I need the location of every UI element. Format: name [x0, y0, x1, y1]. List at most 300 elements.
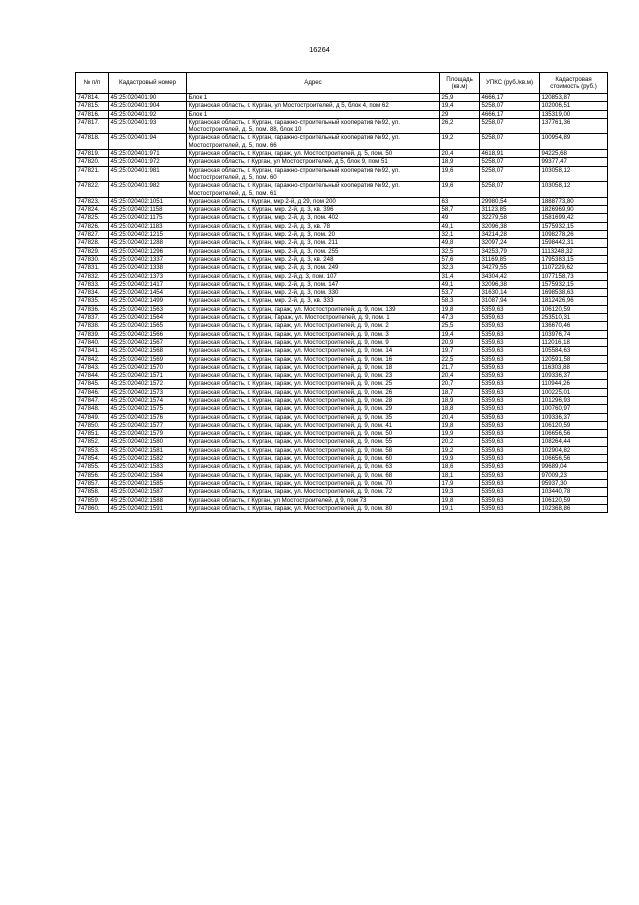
cell-cadastral-number: 45:25:020402:1584: [109, 471, 187, 479]
cell-num: 747844.: [76, 372, 109, 380]
cell-address: Курганская область, г. Курган, гараж, ул. Мостостроителей, д. 9, пом. 18: [187, 363, 440, 371]
cell-area: 47,3: [440, 314, 480, 322]
cell-upks: 32097,24: [480, 239, 540, 247]
cell-address: Курганская область, г. Курган, мкр. 2-й, д. 3, пом. 255: [187, 247, 440, 255]
cell-cadastral-number: 45:25:020402:1588: [109, 496, 187, 504]
cell-address: Курганская область, г. Курган, гараж, ул. Мостостроителей, д. 9, пом. 63: [187, 463, 440, 471]
cell-cadastral-number: 45:25:020401:971: [109, 150, 187, 158]
table-row: [76, 289, 608, 297]
cell-num: 747832.: [76, 272, 109, 280]
cell-cadastral-number: 45:25:020402:1417: [109, 280, 187, 288]
cell-num: 747839.: [76, 330, 109, 338]
cell-area: 19,2: [440, 446, 480, 454]
header-cadastral-number: Кадастровый номер: [109, 73, 187, 94]
cell-cadastral-number: 45:25:020402:1569: [109, 355, 187, 363]
cell-upks: 5359,63: [480, 372, 540, 380]
table-row: [76, 255, 608, 263]
table-row: [76, 488, 608, 496]
cell-num: 747852.: [76, 438, 109, 446]
cell-cadastral-number: 45:25:020402:1574: [109, 396, 187, 404]
page-number: 16264: [309, 45, 330, 54]
table-row: [76, 363, 608, 371]
cell-area: 58,3: [440, 297, 480, 305]
cell-area: 32,5: [440, 247, 480, 255]
cell-num: 747848.: [76, 405, 109, 413]
cell-cadastral-number: 45:25:020402:1288: [109, 239, 187, 247]
cell-address: Курганская область, г. Курган, гараж, ул. Мостостроителей, д. 9, пом. 2: [187, 322, 440, 330]
cell-upks: 5359,63: [480, 380, 540, 388]
cell-upks: 5258,07: [480, 102, 540, 110]
cell-cadastral-number: 45:25:020401:981: [109, 166, 187, 182]
cell-upks: 32096,38: [480, 222, 540, 230]
table-row: [76, 272, 608, 280]
cell-cadastral-number: 45:25:020402:1582: [109, 455, 187, 463]
cell-cadastral-cost: 94225,68: [540, 150, 608, 158]
cell-area: 49: [440, 214, 480, 222]
table-row: [76, 338, 608, 346]
table-row: [76, 496, 608, 504]
cell-address: Курганская область, г. Курган, гараж, ул. Мостостроителей, д. 9, пом. 14: [187, 347, 440, 355]
table-row: [76, 94, 608, 102]
cell-address: Курганская область, г. Курган, мкр. 2-й, д. 3, пом. 330: [187, 289, 440, 297]
cell-upks: 34279,55: [480, 264, 540, 272]
cell-num: 747819.: [76, 150, 109, 158]
cell-area: 58,7: [440, 206, 480, 214]
cell-cadastral-number: 45:25:020402:1567: [109, 338, 187, 346]
cell-upks: 31630,14: [480, 289, 540, 297]
table-row: [76, 280, 608, 288]
cell-address: Курганская область, г Курган, ул Мостостроителей, д 5, блок 9, пом 51: [187, 158, 440, 166]
cell-cadastral-cost: 120591,58: [540, 355, 608, 363]
cell-address: Курганская область, г. Курган, гараж, ул. Мостостроителей, д. 9, пом. 58: [187, 446, 440, 454]
cell-cadastral-number: 45:25:020402:1580: [109, 438, 187, 446]
cell-num: 747854.: [76, 455, 109, 463]
cell-num: 747833.: [76, 280, 109, 288]
cell-cadastral-number: 45:25:020401:92: [109, 110, 187, 118]
table-row: [76, 264, 608, 272]
cell-cadastral-cost: 106656,56: [540, 455, 608, 463]
cell-cadastral-cost: 102006,51: [540, 102, 608, 110]
table-row: [76, 463, 608, 471]
cell-cadastral-cost: 99377,47: [540, 158, 608, 166]
cell-num: 747829.: [76, 247, 109, 255]
cell-cadastral-cost: 110944,26: [540, 380, 608, 388]
cell-cadastral-number: 45:25:020402:1576: [109, 413, 187, 421]
cell-cadastral-cost: 1581699,42: [540, 214, 608, 222]
header-num: № п/п: [76, 73, 109, 94]
cell-num: 747818.: [76, 134, 109, 150]
cell-num: 747855.: [76, 463, 109, 471]
cell-upks: 5359,63: [480, 488, 540, 496]
cell-cadastral-cost: 1888773,80: [540, 197, 608, 205]
cell-num: 747838.: [76, 322, 109, 330]
cell-cadastral-cost: 1098278,26: [540, 231, 608, 239]
cell-cadastral-number: 45:25:020402:1338: [109, 264, 187, 272]
cell-cadastral-cost: 106120,59: [540, 421, 608, 429]
table-row: [76, 182, 608, 198]
cell-cadastral-cost: 105584,63: [540, 347, 608, 355]
cell-upks: 5258,07: [480, 134, 540, 150]
cell-address: Курганская область, г. Курган, гаражно-строительный кооператив №92, ул. Мостостроителей, д. 5, пом. 88, блок 10: [187, 118, 440, 134]
cell-num: 747846.: [76, 388, 109, 396]
table-row: [76, 355, 608, 363]
cell-address: Блок 1: [187, 94, 440, 102]
cadastral-value-table: [75, 72, 608, 513]
cell-cadastral-cost: 253510,31: [540, 314, 608, 322]
cell-address: Курганская область, г. Курган, мкр. 2-й, д. 3, пом. 147: [187, 280, 440, 288]
cell-upks: 4666,17: [480, 94, 540, 102]
cell-cadastral-cost: 1575932,15: [540, 222, 608, 230]
cell-upks: 32096,38: [480, 280, 540, 288]
cell-upks: 5359,63: [480, 388, 540, 396]
cell-num: 747823.: [76, 197, 109, 205]
cell-cadastral-number: 45:25:020402:1577: [109, 421, 187, 429]
table-row: [76, 421, 608, 429]
cell-num: 747851.: [76, 430, 109, 438]
table-header-row: [76, 73, 608, 94]
cell-address: Курганская область, г. Курган, гараж, ул. Мостостроителей, д. 9, пом. 3: [187, 330, 440, 338]
cell-address: Курганская область, г. Курган, мкр. 2-й, д. 3, кв. 396: [187, 206, 440, 214]
cell-address: Курганская область, г. Курган, мкр. 2-й, д. 3, кв. 78: [187, 222, 440, 230]
cell-area: 20,4: [440, 413, 480, 421]
table-row: [76, 206, 608, 214]
cell-cadastral-number: 45:25:020402:1565: [109, 322, 187, 330]
cell-cadastral-cost: 112016,18: [540, 338, 608, 346]
cell-cadastral-number: 45:25:020402:1587: [109, 488, 187, 496]
cell-area: 19,8: [440, 421, 480, 429]
cell-area: 19,2: [440, 134, 480, 150]
cell-cadastral-number: 45:25:020402:1454: [109, 289, 187, 297]
cell-cadastral-cost: 1113248,32: [540, 247, 608, 255]
cell-upks: 5359,63: [480, 396, 540, 404]
cell-cadastral-number: 45:25:020402:1175: [109, 214, 187, 222]
cell-cadastral-cost: 116303,88: [540, 363, 608, 371]
cell-num: 747830.: [76, 255, 109, 263]
cell-address: Курганская область, г. Курган, гараж, ул. Мостостроителей, д. 9, пом. 68: [187, 471, 440, 479]
cell-cadastral-number: 45:25:020401:904: [109, 102, 187, 110]
cell-cadastral-cost: 100760,97: [540, 405, 608, 413]
cell-cadastral-cost: 1107229,62: [540, 264, 608, 272]
cell-num: 747825.: [76, 214, 109, 222]
cell-cadastral-cost: 101296,93: [540, 396, 608, 404]
table-row: [76, 305, 608, 313]
table-row: [76, 222, 608, 230]
cell-area: 18,6: [440, 463, 480, 471]
cell-cadastral-number: 45:25:020402:1579: [109, 430, 187, 438]
cell-cadastral-cost: 1795383,15: [540, 255, 608, 263]
cell-upks: 5359,63: [480, 347, 540, 355]
cell-num: 747835.: [76, 297, 109, 305]
cell-address: Курганская область, г. Курган, мкр. 2-й,д. 3, пом. 107: [187, 272, 440, 280]
cell-num: 747826.: [76, 222, 109, 230]
cell-cadastral-number: 45:25:020402:1051: [109, 197, 187, 205]
cell-cadastral-cost: 103440,78: [540, 488, 608, 496]
cell-area: 32,1: [440, 231, 480, 239]
cell-num: 747815.: [76, 102, 109, 110]
cell-cadastral-cost: 1698538,63: [540, 289, 608, 297]
cell-upks: 5258,07: [480, 166, 540, 182]
cell-num: 747837.: [76, 314, 109, 322]
cell-upks: 5359,63: [480, 355, 540, 363]
table-row: [76, 134, 608, 150]
cell-address: Курганская область, г. Курган, мкр. 2-й, д. 3, пом. 20: [187, 231, 440, 239]
cell-cadastral-number: 45:25:020402:1566: [109, 330, 187, 338]
table-row: [76, 166, 608, 182]
cell-upks: 34214,28: [480, 231, 540, 239]
cell-num: 747821.: [76, 166, 109, 182]
cell-num: 747859.: [76, 496, 109, 504]
cell-area: 18,9: [440, 396, 480, 404]
cell-num: 747858.: [76, 488, 109, 496]
cell-num: 747857.: [76, 479, 109, 487]
cell-upks: 5359,63: [480, 504, 540, 512]
cell-upks: 31087,94: [480, 297, 540, 305]
cell-num: 747817.: [76, 118, 109, 134]
cell-cadastral-number: 45:25:020401:982: [109, 182, 187, 198]
cell-upks: 5359,63: [480, 479, 540, 487]
cell-area: 22,5: [440, 355, 480, 363]
cell-address: Курганская область, г. Курган, гараж, ул. Мостостроителей, д. 9, пом. 50: [187, 430, 440, 438]
cell-upks: 5258,07: [480, 118, 540, 134]
cell-address: Курганская область, г. Курган, гараж, ул. Мостостроителей, д. 9, пом. 29: [187, 405, 440, 413]
cell-area: 19,8: [440, 305, 480, 313]
cell-address: Курганская область, г. Курган, гараж, ул. Мостостроителей, д. 9, пом. 60: [187, 455, 440, 463]
cell-num: 747822.: [76, 182, 109, 198]
cell-upks: 5359,63: [480, 405, 540, 413]
cell-address: Курганская область, г. Курган, гараж, ул. Мостостроителей, д. 9, пом. 35: [187, 413, 440, 421]
cell-address: Курганская область, г. Курган, гараж, ул. Мостостроителей, д. 9, пом. 23: [187, 372, 440, 380]
cell-address: Курганская область, г. Курган, гараж, ул. Мостостроителей, д. 9, пом. 70: [187, 479, 440, 487]
table-row: [76, 372, 608, 380]
cell-address: Курганская область, г. Курган, мкр. 2-й, д. 3, кв. 248: [187, 255, 440, 263]
table-row: [76, 396, 608, 404]
cell-cadastral-number: 45:25:020402:1571: [109, 372, 187, 380]
cell-area: 29: [440, 110, 480, 118]
cell-num: 747847.: [76, 396, 109, 404]
cell-upks: 5359,63: [480, 430, 540, 438]
cell-cadastral-cost: 103976,74: [540, 330, 608, 338]
table-row: [76, 347, 608, 355]
cell-area: 18,1: [440, 471, 480, 479]
cell-num: 747820.: [76, 158, 109, 166]
table-row: [76, 405, 608, 413]
cell-cadastral-cost: 103058,12: [540, 166, 608, 182]
header-area: Площадь (кв.м): [440, 73, 480, 94]
cell-area: 18,8: [440, 405, 480, 413]
cell-num: 747856.: [76, 471, 109, 479]
cell-cadastral-number: 45:25:020402:1563: [109, 305, 187, 313]
cell-upks: 5359,63: [480, 330, 540, 338]
cell-num: 747841.: [76, 347, 109, 355]
cell-upks: 5258,07: [480, 182, 540, 198]
cell-area: 19,1: [440, 504, 480, 512]
cell-area: 19,4: [440, 102, 480, 110]
cell-cadastral-cost: 137761,36: [540, 118, 608, 134]
cell-area: 21,7: [440, 363, 480, 371]
cell-upks: 31169,85: [480, 255, 540, 263]
cell-upks: 29980,54: [480, 197, 540, 205]
cell-address: Курганская область, г. Курган, гараж, ул. Мостостроителей, д. 9, пом. 25: [187, 380, 440, 388]
table-row: [76, 214, 608, 222]
cell-address: Курганская область, г. Курган, гараж, ул. Мостостроителей, д. 9, пом. 80: [187, 504, 440, 512]
table-row: [76, 388, 608, 396]
cell-area: 32,3: [440, 264, 480, 272]
cell-address: Курганская область, г. Курган, гаражно-строительный кооператив №92, ул. Мостостроителей, д. 5, пом. 66: [187, 134, 440, 150]
cell-num: 747828.: [76, 239, 109, 247]
cell-area: 20,4: [440, 372, 480, 380]
cell-num: 747860.: [76, 504, 109, 512]
cell-address: Курганская область, г. Курган, гараж, ул. Мостостроителей, д. 9, пом. 41: [187, 421, 440, 429]
cell-area: 20,7: [440, 380, 480, 388]
table-row: [76, 438, 608, 446]
cell-upks: 5359,63: [480, 338, 540, 346]
cell-cadastral-number: 45:25:020401:93: [109, 118, 187, 134]
cell-area: 19,9: [440, 430, 480, 438]
cell-address: Курганская область, г. Курган, гараж, ул. Мостостроителей, д. 5, пом. 50: [187, 150, 440, 158]
cell-area: 18,7: [440, 388, 480, 396]
cell-cadastral-number: 45:25:020402:1568: [109, 347, 187, 355]
cell-cadastral-number: 45:25:020402:1373: [109, 272, 187, 280]
cell-num: 747842.: [76, 355, 109, 363]
table-row: [76, 150, 608, 158]
cell-address: Курганская область, г. Курган, гаражно-строительный кооператив №92, ул. Мостостроителей, д. 5, пом. 60: [187, 166, 440, 182]
cell-area: 25,9: [440, 94, 480, 102]
cell-area: 53,7: [440, 289, 480, 297]
cell-cadastral-cost: 97009,23: [540, 471, 608, 479]
cell-cadastral-cost: 1598442,31: [540, 239, 608, 247]
table-row: [76, 314, 608, 322]
cell-address: Курганская область, г. Курган, мкр. 2-й, д. 3, пом. 211: [187, 239, 440, 247]
cell-num: 747843.: [76, 363, 109, 371]
cell-area: 49,1: [440, 280, 480, 288]
table-row: [76, 455, 608, 463]
cell-upks: 5359,63: [480, 471, 540, 479]
table-row: [76, 479, 608, 487]
cell-cadastral-number: 45:25:020402:1583: [109, 463, 187, 471]
cell-cadastral-number: 45:25:020402:1296: [109, 247, 187, 255]
table-row: [76, 322, 608, 330]
cell-upks: 5359,63: [480, 496, 540, 504]
cell-num: 747834.: [76, 289, 109, 297]
cell-area: 19,6: [440, 182, 480, 198]
cell-address: Курганская область, г. Курган, гараж, ул. Мостостроителей, д. 9, пом. 139: [187, 305, 440, 313]
cell-area: 31,4: [440, 272, 480, 280]
cell-cadastral-cost: 1575932,15: [540, 280, 608, 288]
cell-cadastral-cost: 106120,59: [540, 496, 608, 504]
cell-address: Курганская область, г. Курган, Гараж, ул. Мостостроителей, д. 9, пом. 1: [187, 314, 440, 322]
cell-cadastral-number: 45:25:020402:1570: [109, 363, 187, 371]
cell-address: Курганская область, г Курган, ул Мостостроителей, д 9, пом 73: [187, 496, 440, 504]
cell-upks: 5359,63: [480, 463, 540, 471]
header-cadastral-cost: Кадастровая стоимость (руб.): [540, 73, 608, 94]
cell-cadastral-number: 45:25:020402:1575: [109, 405, 187, 413]
cell-cadastral-number: 45:25:020402:1573: [109, 388, 187, 396]
cell-cadastral-number: 45:25:020402:1564: [109, 314, 187, 322]
cell-area: 49,1: [440, 222, 480, 230]
cell-address: Курганская область, г. Курган, гараж, ул. Мостостроителей, д. 9, пом. 26: [187, 388, 440, 396]
cell-area: 20,9: [440, 338, 480, 346]
cell-num: 747850.: [76, 421, 109, 429]
cell-area: 26,2: [440, 118, 480, 134]
cell-num: 747831.: [76, 264, 109, 272]
cell-address: Курганская область, г Курган, мкр 2-й, д 29, пом 200: [187, 197, 440, 205]
cell-cadastral-number: 45:25:020402:1183: [109, 222, 187, 230]
cell-area: 19,4: [440, 330, 480, 338]
cell-cadastral-cost: 100225,01: [540, 388, 608, 396]
cell-area: 20,4: [440, 150, 480, 158]
cell-area: 25,5: [440, 322, 480, 330]
table-row: [76, 118, 608, 134]
cell-area: 57,6: [440, 255, 480, 263]
table-row: [76, 413, 608, 421]
cell-upks: 5359,63: [480, 305, 540, 313]
table-row: [76, 239, 608, 247]
cell-cadastral-cost: 136670,46: [540, 322, 608, 330]
cell-cadastral-cost: 120853,87: [540, 94, 608, 102]
cell-cadastral-cost: 99689,04: [540, 463, 608, 471]
cell-address: Курганская область, г. Курган, гараж, ул. Мостостроителей, д. 9, пом. 55: [187, 438, 440, 446]
cell-cadastral-cost: 1826969,90: [540, 206, 608, 214]
cell-cadastral-number: 45:25:020401:94: [109, 134, 187, 150]
cell-cadastral-cost: 108264,44: [540, 438, 608, 446]
cell-address: Курганская область, г. Курган, гараж, ул. Мостостроителей, д. 9, пом. 28: [187, 396, 440, 404]
cell-address: Блок 1: [187, 110, 440, 118]
cell-num: 747849.: [76, 413, 109, 421]
cell-cadastral-number: 45:25:020402:1215: [109, 231, 187, 239]
cell-area: 18,9: [440, 158, 480, 166]
cell-upks: 5359,63: [480, 446, 540, 454]
table-row: [76, 158, 608, 166]
cell-area: 19,9: [440, 455, 480, 463]
cell-address: Курганская область, г. Курган, мкр. 2-й, д. 3, пом. 249: [187, 264, 440, 272]
cell-cadastral-cost: 102904,82: [540, 446, 608, 454]
cell-upks: 5359,63: [480, 438, 540, 446]
table-row: [76, 197, 608, 205]
cell-num: 747845.: [76, 380, 109, 388]
header-upks: УПКС (руб./кв.м): [480, 73, 540, 94]
cell-cadastral-cost: 100954,89: [540, 134, 608, 150]
cell-upks: 4618,91: [480, 150, 540, 158]
cell-upks: 34304,42: [480, 272, 540, 280]
table-row: [76, 110, 608, 118]
cell-upks: 5359,63: [480, 322, 540, 330]
cell-num: 747836.: [76, 305, 109, 313]
cell-upks: 5359,63: [480, 455, 540, 463]
cell-address: Курганская область, г. Курган, гараж, ул. Мостостроителей, д. 9, пом. 9: [187, 338, 440, 346]
cell-cadastral-cost: 103058,12: [540, 182, 608, 198]
cell-num: 747816.: [76, 110, 109, 118]
cell-num: 747814.: [76, 94, 109, 102]
cell-upks: 4666,17: [480, 110, 540, 118]
cell-upks: 5359,63: [480, 363, 540, 371]
cell-cadastral-cost: 106656,56: [540, 430, 608, 438]
cell-cadastral-cost: 135319,00: [540, 110, 608, 118]
table-row: [76, 380, 608, 388]
cell-cadastral-number: 45:25:020402:1581: [109, 446, 187, 454]
cell-cadastral-number: 45:25:020402:1337: [109, 255, 187, 263]
cell-upks: 31123,85: [480, 206, 540, 214]
cell-cadastral-cost: 106120,59: [540, 305, 608, 313]
cell-area: 49,8: [440, 239, 480, 247]
cell-cadastral-cost: 95937,30: [540, 479, 608, 487]
cell-cadastral-cost: 102368,86: [540, 504, 608, 512]
cell-cadastral-cost: 109336,37: [540, 413, 608, 421]
cell-cadastral-number: 45:25:020402:1572: [109, 380, 187, 388]
header-address: Адрес: [187, 73, 440, 94]
table-row: [76, 471, 608, 479]
cell-upks: 5359,63: [480, 413, 540, 421]
cell-upks: 34253,79: [480, 247, 540, 255]
